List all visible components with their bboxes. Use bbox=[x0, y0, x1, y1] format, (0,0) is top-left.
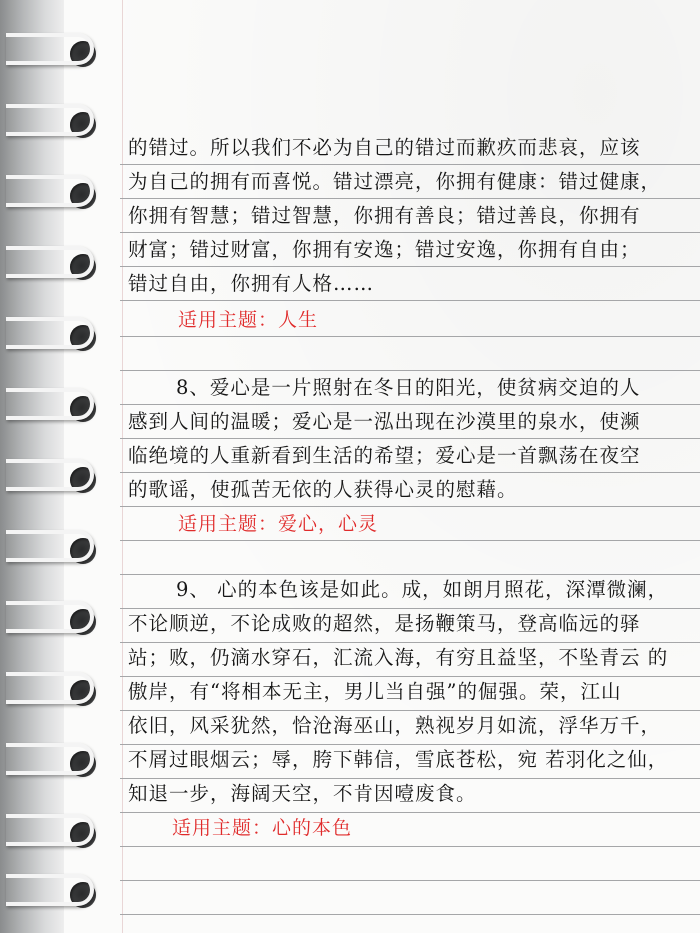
text-line: 感到人间的温暖；爱心是一泓出现在沙漠里的泉水，使濒 bbox=[128, 410, 641, 433]
margin-line bbox=[122, 0, 123, 933]
text-line: 依旧，风采犹然，恰沧海巫山，熟视岁月如流，浮华万千， bbox=[128, 714, 662, 737]
ruled-line bbox=[120, 540, 700, 541]
text-line: 的错过。所以我们不必为自己的错过而歉疚而悲哀，应该 bbox=[128, 136, 641, 159]
spiral-ring-icon bbox=[6, 33, 94, 65]
ruled-line bbox=[120, 914, 700, 915]
ruled-line bbox=[120, 846, 700, 847]
text-line: 8、爱心是一片照射在冬日的阳光，使贫病交迫的人 bbox=[176, 376, 641, 399]
spiral-ring-icon bbox=[6, 246, 94, 278]
text-line: 财富；错过财富，你拥有安逸；错过安逸，你拥有自由； bbox=[128, 238, 641, 261]
text-line: 临绝境的人重新看到生活的希望；爱心是一首飘荡在夜空 bbox=[128, 444, 641, 467]
spiral-ring-icon bbox=[6, 388, 94, 420]
text-line: 傲岸，有“将相本无主，男儿当自强”的倔强。荣，江山 bbox=[128, 680, 622, 703]
spiral-ring-icon bbox=[6, 874, 94, 906]
text-line: 不屑过眼烟云；辱，胯下韩信，雪底苍松，宛 若羽化之仙， bbox=[128, 748, 669, 771]
spiral-ring-icon bbox=[6, 104, 94, 136]
spiral-ring-icon bbox=[6, 814, 94, 846]
text-line: 知退一步，海阔天空，不肯因噎废食。 bbox=[128, 782, 477, 805]
topic-label: 适用主题：心的本色 bbox=[172, 817, 353, 839]
text-line: 你拥有智慧；错过智慧，你拥有善良；错过善良，你拥有 bbox=[128, 204, 641, 227]
text-line: 错过自由，你拥有人格…… bbox=[128, 272, 375, 295]
spiral-ring-icon bbox=[6, 317, 94, 349]
text-line: 不论顺逆，不论成败的超然，是扬鞭策马，登高临远的驿 bbox=[128, 612, 641, 635]
spiral-ring-icon bbox=[6, 459, 94, 491]
text-line: 站；败，仍滴水穿石，汇流入海，有穷且益坚，不坠青云 的 bbox=[128, 646, 669, 669]
spiral-ring-icon bbox=[6, 601, 94, 633]
text-line: 的歌谣，使孤苦无依的人获得心灵的慰藉。 bbox=[128, 478, 518, 501]
topic-label: 适用主题：人生 bbox=[178, 309, 319, 331]
spiral-ring-icon bbox=[6, 530, 94, 562]
spiral-ring-icon bbox=[6, 175, 94, 207]
text-line: 9、 心的本色该是如此。成，如朗月照花，深潭微澜， bbox=[176, 578, 669, 601]
text-line: 为自己的拥有而喜悦。错过漂亮，你拥有健康：错过健康， bbox=[128, 170, 662, 193]
spiral-ring-icon bbox=[6, 672, 94, 704]
ruled-line bbox=[120, 336, 700, 337]
ruled-line bbox=[120, 880, 700, 881]
topic-label: 适用主题：爱心，心灵 bbox=[178, 513, 379, 535]
spiral-ring-icon bbox=[6, 743, 94, 775]
